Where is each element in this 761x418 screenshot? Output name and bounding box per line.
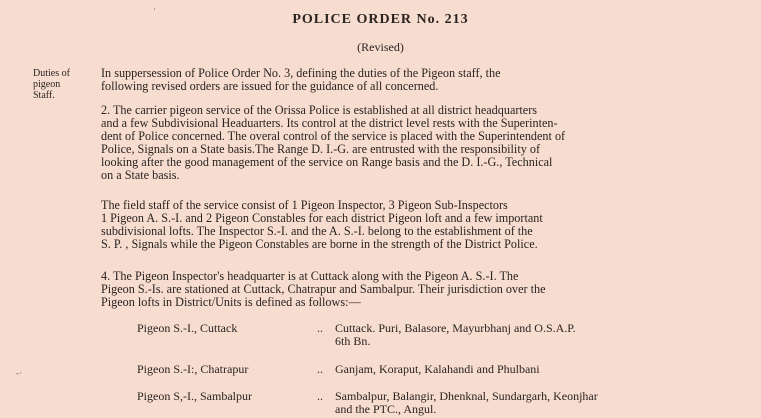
margin-note — [33, 68, 93, 101]
paragraph-4: 4. The Pigeon Inspector's headquarter is at Cuttack along with the Pigeon A. S.-I. The Pigeon S.-Is. are stationed at Cuttack, Chatrapur and Sambalpur. Their jurisdiction over the Pigeon lofts in District/Units is defined as follows:— — [101, 269, 546, 309]
print-speck: · — [153, 4, 156, 14]
jurisdiction-areas: Sambalpur, Balangir, Dhenknal, Sundargarh, Keonjhar and the PTC., Angul. — [335, 389, 598, 416]
print-speck: -· — [16, 368, 22, 378]
jurisdiction-separator: .. — [317, 389, 323, 403]
jurisdiction-areas: Ganjam, Koraput, Kalahandi and Phulbani — [335, 362, 540, 376]
paragraph-3: The field staff of the service consist of 1 Pigeon Inspector, 3 Pigeon Sub-Inspectors 1 Pigeon A. S.-I. and 2 Pigeon Constables for each district Pigeon loft and a few important subdivisional lofts. The Inspector S.-I. and the A. S.-I. belong to the establishment of the S. P. , Signals while the Pigeon Constables are borne in the strength of the District Police. — [101, 198, 543, 251]
document-subtitle: (Revised) — [357, 40, 404, 54]
jurisdiction-areas: Cuttack. Puri, Balasore, Mayurbhanj and O.S.A.P. 6th Bn. — [335, 321, 576, 348]
jurisdiction-separator: .. — [317, 321, 323, 335]
paragraph-2: 2. The carrier pigeon service of the Orissa Police is established at all district headquarters and a few Subdivisional Headuarters. Its control at the district level rests with the Superinten- dent of Police concerned. The overal control of the service is placed with the Superintendent of Police, Signals on a State basis.The Range D. I.-G. are entrusted with the responsibility of looking after the good management of the service on Range basis and the D. I.-G., Technical on a State basis. — [101, 103, 566, 182]
jurisdiction-unit: Pigeon S,-I., Sambalpur — [137, 389, 252, 403]
document-title: POLICE ORDER No. 213 — [292, 12, 469, 27]
jurisdiction-unit: Pigeon S.-I., Cuttack — [137, 321, 238, 335]
jurisdiction-separator: .. — [317, 362, 323, 376]
paragraph-1: In suppersession of Police Order No. 3, defining the duties of the Pigeon staff, the following revised orders are issued for the guidance of all concerned. — [101, 66, 501, 93]
margin-note-text: Duties of pigeon Staff. — [33, 68, 70, 101]
jurisdiction-unit: Pigeon S.-I:, Chatrapur — [137, 362, 249, 376]
